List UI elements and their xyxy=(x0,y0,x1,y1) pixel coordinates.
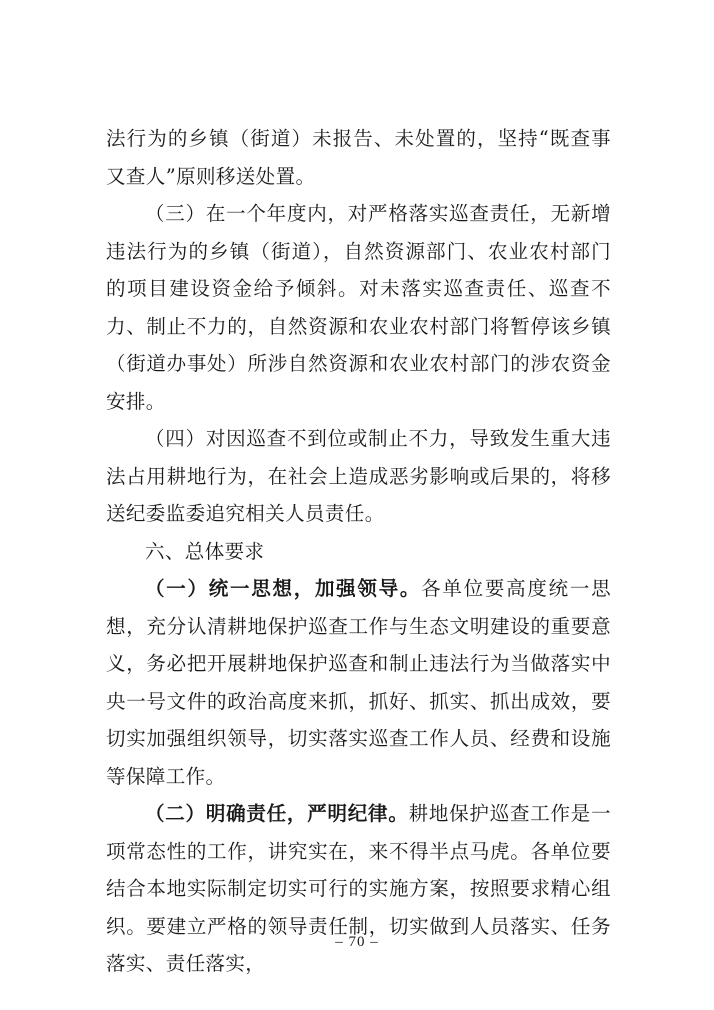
paragraph-text: （三）在一个年度内，对严格落实巡查责任，无新增违法行为的乡镇（街道），自然资源部门、农业农村部门的项目建设资金给予倾斜。对未落实巡查责任、巡查不力、制止不力的，自然资源和农业农村部门将暂停该乡镇（街道办事处）所涉自然资源和农业农村部门的涉农资金安排。 xyxy=(106,202,611,413)
subsection-title: （二）明确责任，严明纪律。 xyxy=(145,802,409,825)
paragraph-text: （四）对因巡查不到位或制止不力，导致发生重大违法占用耕地行为，在社会上造成恶劣影响或后果的，将移送纪委监委追究相关人员责任。 xyxy=(106,427,611,525)
section-heading xyxy=(106,533,611,571)
paragraph-text: 法行为的乡镇（街道）未报告、未处置的，坚持“既查事又查人”原则移送处置。 xyxy=(106,127,611,188)
paragraph-subsection-1 xyxy=(106,570,611,795)
paragraph-text: 各单位要高度统一思想，充分认清耕地保护巡查工作与生态文明建设的重要意义，务必把开展耕地保护巡查和制止违法行为当做落实中央一号文件的政治高度来抓，抓好、抓实、抓出成效，要切实加强组织领导，切实落实巡查工作人员、经费和设施等保障工作。 xyxy=(106,577,611,788)
subsection-title: （一）统一思想，加强领导。 xyxy=(145,577,422,600)
paragraph-text: 耕地保护巡查工作是一项常态性的工作，讲究实在，来不得半点马虎。各单位要结合本地实际制定切实可行的实施方案，按照要求精心组织。要建立严格的领导责任制，切实做到人员落实、任务落实、责任落实， xyxy=(106,802,611,975)
paragraph-item-3 xyxy=(106,195,611,420)
body-text xyxy=(106,120,611,983)
paragraph-subsection-2 xyxy=(106,795,611,983)
section-heading-text: 六、总体要求 xyxy=(145,539,265,563)
paragraph-continuation xyxy=(106,120,611,195)
page-number: – 70 – xyxy=(335,934,379,950)
paragraph-item-4 xyxy=(106,420,611,533)
